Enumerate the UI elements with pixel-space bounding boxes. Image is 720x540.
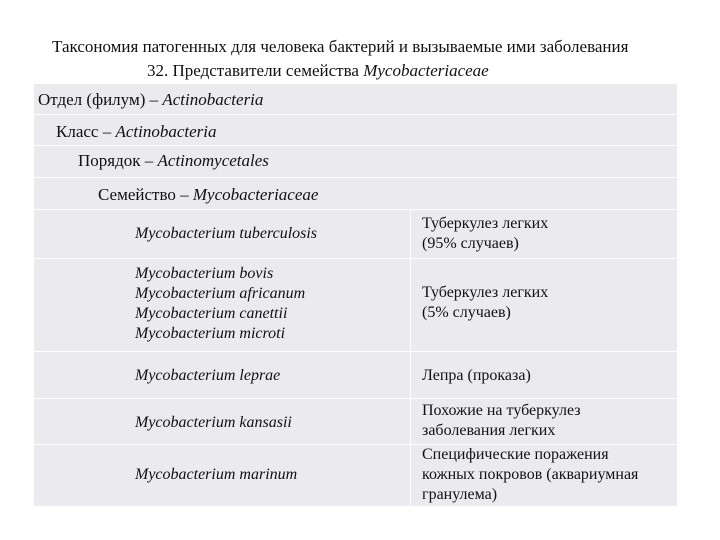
taxonomy-table bbox=[34, 84, 677, 506]
table-row bbox=[34, 399, 677, 445]
species-cell bbox=[135, 224, 317, 244]
disease-line: Специфические поражения bbox=[422, 446, 609, 463]
species-cell bbox=[135, 413, 292, 433]
disease-cell bbox=[422, 401, 581, 441]
order-label: Порядок – bbox=[78, 151, 158, 170]
species-name: Mycobacterium tuberculosis bbox=[135, 225, 318, 242]
disease-cell bbox=[422, 214, 548, 254]
table-row bbox=[34, 445, 677, 506]
class-value: Actinobacteria bbox=[115, 122, 217, 141]
disease-line: (5% случаев) bbox=[422, 304, 511, 321]
species-name: Mycobacterium marinum bbox=[135, 466, 298, 483]
family-value: Mycobacteriaceae bbox=[192, 185, 319, 204]
page-title bbox=[52, 37, 720, 57]
family-label: Семейство – bbox=[98, 185, 193, 204]
page-subtitle bbox=[147, 61, 720, 81]
class-row bbox=[34, 115, 677, 146]
disease-cell bbox=[422, 445, 638, 505]
title-line-1: Таксономия патогенных для человека бактерий и вызываемые ими заболевания bbox=[52, 37, 629, 56]
division-label: Отдел (филум) – bbox=[38, 90, 163, 109]
table-row bbox=[34, 352, 677, 399]
species-cell bbox=[135, 264, 305, 344]
table-row bbox=[34, 210, 677, 259]
disease-cell bbox=[422, 366, 531, 386]
disease-line: Туберкулез легких bbox=[422, 215, 549, 232]
disease-line: кожных покровов (аквариумная bbox=[422, 466, 639, 483]
family-row bbox=[34, 178, 677, 210]
disease-cell bbox=[422, 283, 548, 323]
species-cell bbox=[135, 465, 297, 485]
class-label: Класс – bbox=[56, 122, 116, 141]
disease-line: Похожие на туберкулез bbox=[422, 402, 581, 419]
species-disease-grid bbox=[34, 210, 677, 506]
species-name: Mycobacterium kansasii bbox=[135, 414, 292, 431]
species-name: Mycobacterium africanum bbox=[135, 285, 306, 302]
disease-line: заболевания легких bbox=[422, 422, 556, 439]
table-row bbox=[34, 259, 677, 352]
order-value: Actinomycetales bbox=[157, 151, 269, 170]
title-line-2-family: Mycobacteriaceae bbox=[363, 61, 489, 80]
disease-line: (95% случаев) bbox=[422, 235, 519, 252]
disease-line: Туберкулез легких bbox=[422, 284, 549, 301]
disease-line: гранулема) bbox=[422, 486, 498, 503]
species-name: Mycobacterium bovis bbox=[135, 265, 274, 282]
species-name: Mycobacterium canettii bbox=[135, 305, 288, 322]
species-name: Mycobacterium microti bbox=[135, 325, 286, 342]
title-line-2-prefix: 32. Представители семейства bbox=[147, 61, 364, 80]
disease-line: Лепра (проказа) bbox=[422, 367, 531, 384]
division-value: Actinobacteria bbox=[162, 90, 264, 109]
species-cell bbox=[135, 366, 280, 386]
order-row bbox=[34, 146, 677, 178]
species-name: Mycobacterium leprae bbox=[135, 367, 281, 384]
division-row bbox=[34, 84, 677, 115]
